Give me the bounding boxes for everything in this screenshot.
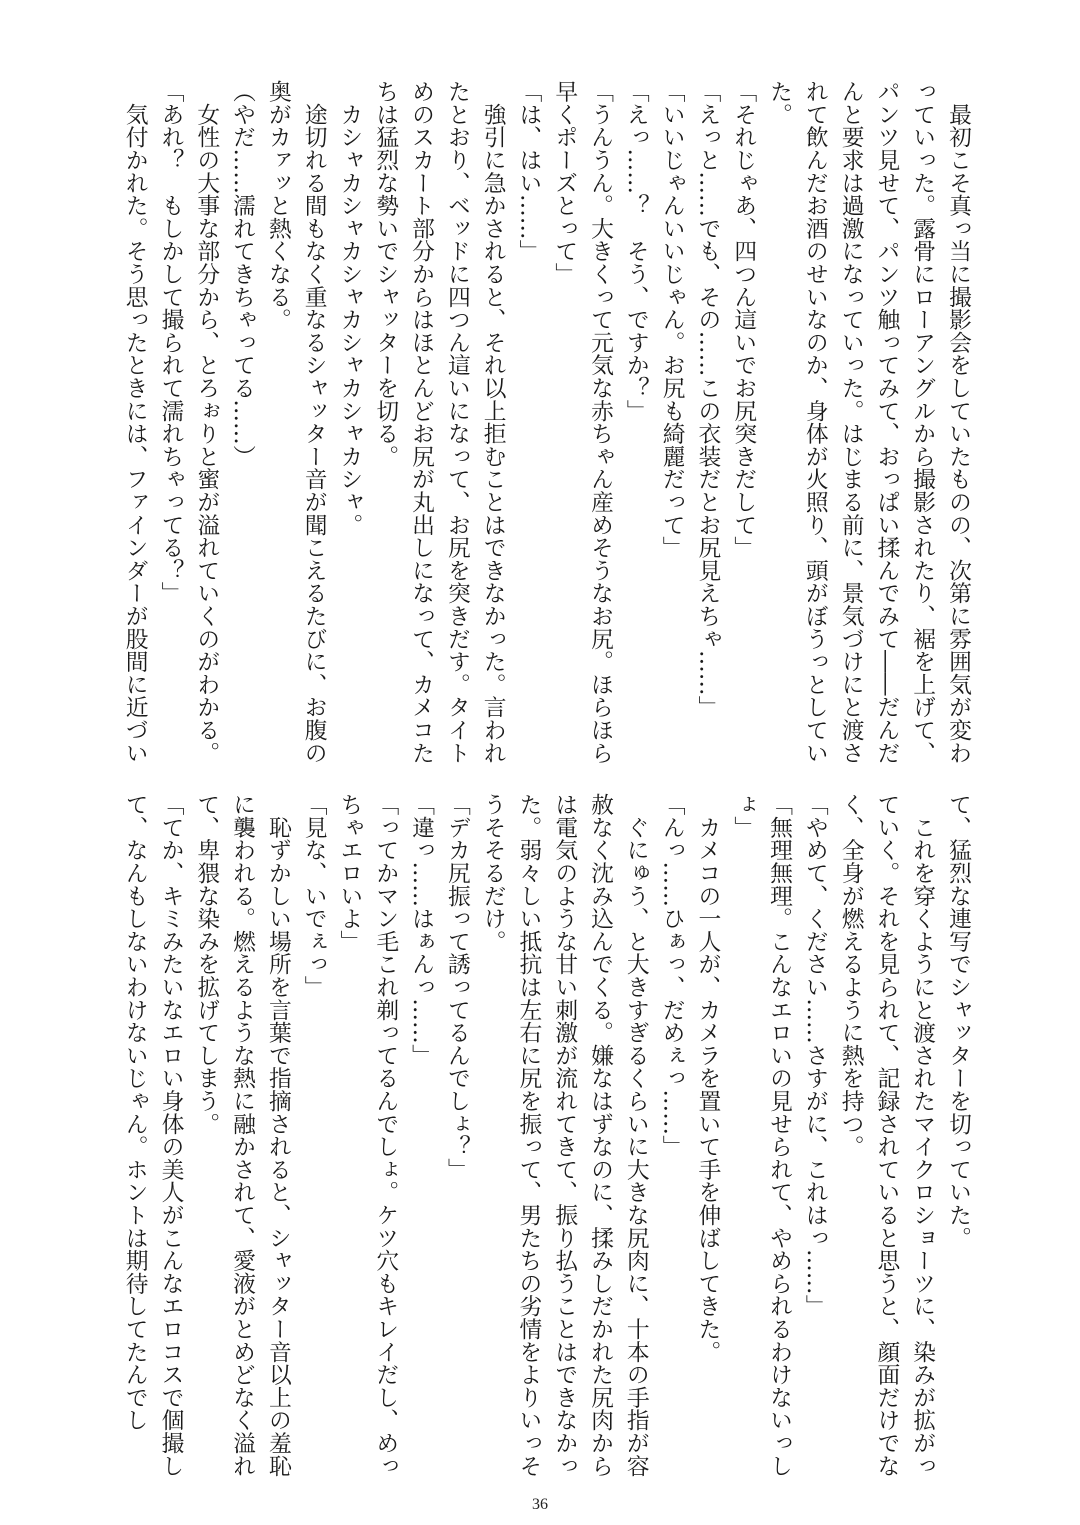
text-column: 女性の大事な部分から、とろぉりと蜜が溢れていくのがわかる。 (193, 80, 220, 764)
lower-text-block (115, 793, 975, 1483)
text-column: 「いいじゃんいいじゃん。お尻も綺麗だって」 (658, 80, 685, 559)
text-column: た。 (766, 80, 793, 126)
text-column: んと要求は過激になっていった。はじまる前に、景気づけにと渡さ (837, 80, 864, 764)
text-column: く、全身が燃えるように熱を持つ。 (837, 793, 864, 1158)
text-column: 「うんうん。大きくって元気な赤ちゃん産めそうなお尻。ほらほら (587, 80, 614, 764)
text-column: めのスカート部分からはほとんどお尻が丸出しになって、カメコた (408, 80, 435, 764)
text-column: ぐにゅう、と大きすぎるくらいに大きな尻肉に、十本の手指が容 (622, 793, 649, 1477)
text-column: ょ」 (730, 793, 757, 839)
text-column: 最初こそ真っ当に撮影会をしていたものの、次第に雰囲気が変わ (945, 80, 971, 764)
text-column: ちは猛烈な勢いでシャッターを切る。 (372, 80, 399, 468)
text-column: て、猛烈な連写でシャッターを切っていた。 (945, 793, 971, 1249)
text-column: 気付かれた。そう思ったときには、ファインダーが股間に近づい (121, 80, 148, 764)
text-column: 「は、はい……」 (515, 80, 542, 263)
text-column: 「やめて、ください……さすがに、これはっ……」 (801, 793, 828, 1318)
text-column: 途切れる間もなく重なるシャッター音が聞こえるたびに、お腹の (300, 80, 327, 764)
text-column: っていった。露骨にローアングルから撮影されたり、裾を上げて、 (909, 80, 936, 764)
page-number: 36 (532, 1496, 548, 1513)
text-column: パンツ見せて、パンツ触ってみて、おっぱい揉んでみて――だんだ (873, 80, 900, 764)
text-column: 「てか、キミみたいなエロい身体の美人がこんなエロコスで個撮し (157, 793, 184, 1477)
text-column: れて飲んだお酒のせいなのか、身体が火照り、頭がぼうっとしてい (801, 80, 828, 764)
text-column: 恥ずかしい場所を言葉で指摘されると、シャッター音以上の羞恥 (264, 793, 291, 1477)
text-column: 「違っ……はぁんっ……」 (408, 793, 435, 1067)
text-column: これを穿くようにと渡されたマイクロショーツに、染みが拡がっ (909, 793, 936, 1477)
text-column: に襲われる。燃えるような熱に融かされて、愛液がとめどなく溢れ (229, 793, 256, 1477)
text-column: た。弱々しい抵抗は左右に尻を振って、男たちの劣情をよりいっそ (515, 793, 542, 1477)
text-column: は電気のような甘い刺激が流れてきて、振り払うことはできなかっ (551, 793, 578, 1477)
text-column: ちゃエロいよ」 (336, 793, 363, 953)
text-column: ていく。それを見られて、記録されていると思うと、顔面だけでな (873, 793, 900, 1477)
text-column: 「それじゃあ、四つん這いでお尻突きだして」 (730, 80, 757, 559)
text-column: 強引に急かされると、それ以上拒むことはできなかった。言われ (479, 80, 506, 764)
text-column: カメコの一人が、カメラを置いて手を伸ばしてきた。 (694, 793, 721, 1363)
text-column: 「あれ？ もしかして撮られて濡れちゃってる？」 (157, 80, 184, 605)
text-column: て、なんもしないわけないじゃん。ホントは期待してたんでし (121, 793, 148, 1432)
upper-text-block (115, 80, 975, 770)
text-column: て、卑猥な染みを拡げてしまう。 (193, 793, 220, 1135)
text-column: うそそるだけ。 (479, 793, 506, 953)
text-column: 「デカ尻振って誘ってるんでしょ？」 (443, 793, 470, 1181)
text-column: たとおり、ベッドに四つん這いになって、お尻を突きだす。タイト (443, 80, 470, 764)
text-column: （やだ……濡れてきちゃってる……） (229, 80, 256, 468)
text-column: 「ってかマン毛これ剃ってるんでしょ。ケツ穴もキレイだし、めっ (372, 793, 399, 1477)
text-column: 「んっ……ひぁっ、だめぇっ……」 (658, 793, 685, 1158)
text-column: 「えっ……？ そう、ですか？」 (622, 80, 649, 422)
text-column: カシャカシャカシャカシャカシャカシャ。 (336, 80, 363, 536)
text-column: 早くポーズとって」 (551, 80, 578, 286)
text-column: 奥がカァッと熱くなる。 (264, 80, 291, 331)
text-column: 「えっと……でも、その……この衣装だとお尻見えちゃ……」 (694, 80, 721, 719)
text-column: 「無理無理。こんなエロいの見せられて、やめられるわけないっし (766, 793, 793, 1477)
text-column: 「見な、いでぇっ」 (300, 793, 327, 999)
text-column: 赦なく沈み込んでくる。嫌なはずなのに、揉みしだかれた尻肉から (587, 793, 614, 1477)
